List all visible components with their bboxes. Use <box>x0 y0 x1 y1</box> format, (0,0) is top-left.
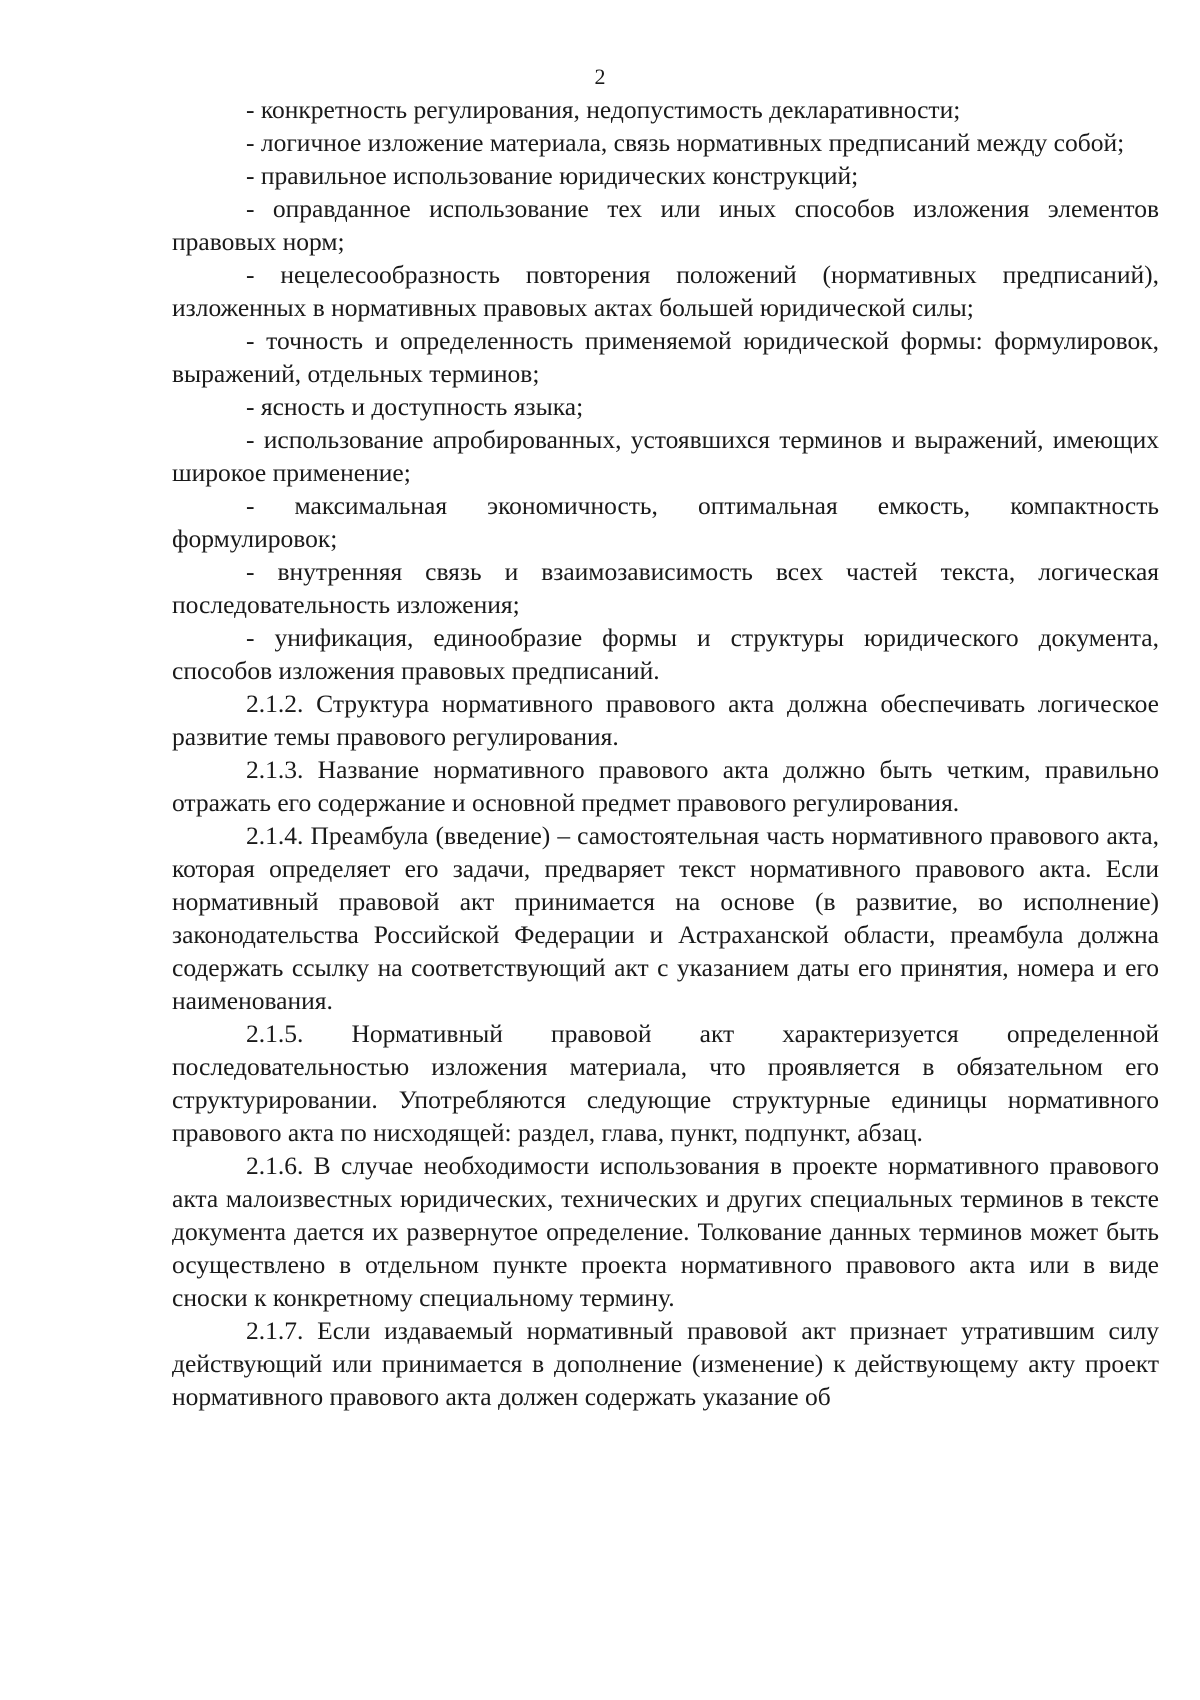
clause-2-1-3: 2.1.3. Название нормативного правового акта должно быть четким, правильно отражать его содержание и основной предмет правового регулирования. <box>172 755 1159 817</box>
clause-2-1-4: 2.1.4. Преамбула (введение) – самостоятельная часть нормативного правового акта, которая определяет его задачи, предваряет текст нормативного правового акта. Если нормативный правовой акт принимается на основе (в развитие, во исполнение) законодательства Российской Федерации и Астраханской области, преамбула должна содержать ссылку на соответствующий акт с указанием даты его принятия, номера и его наименования. <box>172 821 1159 1015</box>
list-item-clarity: - ясность и доступность языка; <box>246 392 584 421</box>
clause-2-1-7: 2.1.7. Если издаваемый нормативный правовой акт признает утратившим силу действующий или принимается в дополнение (изменение) к действующему акту проект нормативного правового акта должен содержать указание об <box>172 1316 1159 1411</box>
list-item-unification: - унификация, единообразие формы и структуры юридического документа, способов изложения правовых предписаний. <box>172 623 1159 685</box>
page-number: 2 <box>594 64 606 89</box>
list-item-economy: - максимальная экономичность, оптимальная емкость, компактность формулировок; <box>172 491 1159 553</box>
list-item-legal-constructions: - правильное использование юридических конструкций; <box>246 161 859 190</box>
clause-2-1-2: 2.1.2. Структура нормативного правового акта должна обеспечивать логическое развитие темы правового регулирования. <box>172 689 1159 751</box>
list-item-no-repetition: - нецелесообразность повторения положений (нормативных предписаний), изложенных в нормативных правовых актах большей юридической силы; <box>172 260 1159 322</box>
clause-2-1-6: 2.1.6. В случае необходимости использования в проекте нормативного правового акта малоизвестных юридических, технических и других специальных терминов в тексте документа дается их развернутое определение. Толкование данных терминов может быть осуществлено в отдельном пункте проекта нормативного правового акта или в виде сноски к конкретному специальному термину. <box>172 1151 1159 1312</box>
list-item-concreteness: - конкретность регулирования, недопустимость декларативности; <box>246 95 961 124</box>
document-body <box>172 93 1159 1413</box>
clause-2-1-5: 2.1.5. Нормативный правовой акт характеризуется определенной последовательностью изложения материала, что проявляется в обязательном его структурировании. Употребляются следующие структурные единицы нормативного правового акта по нисходящей: раздел, глава, пункт, подпункт, абзац. <box>172 1019 1159 1147</box>
list-item-presentation-methods: - оправданное использование тех или иных способов изложения элементов правовых норм; <box>172 194 1159 256</box>
list-item-precision: - точность и определенность применяемой юридической формы: формулировок, выражений, отдельных терминов; <box>172 326 1159 388</box>
list-item-internal-coherence: - внутренняя связь и взаимозависимость всех частей текста, логическая последовательность изложения; <box>172 557 1159 619</box>
list-item-established-terms: - использование апробированных, устоявшихся терминов и выражений, имеющих широкое применение; <box>172 425 1159 487</box>
list-item-logical-presentation: - логичное изложение материала, связь нормативных предписаний между собой; <box>246 128 1125 157</box>
